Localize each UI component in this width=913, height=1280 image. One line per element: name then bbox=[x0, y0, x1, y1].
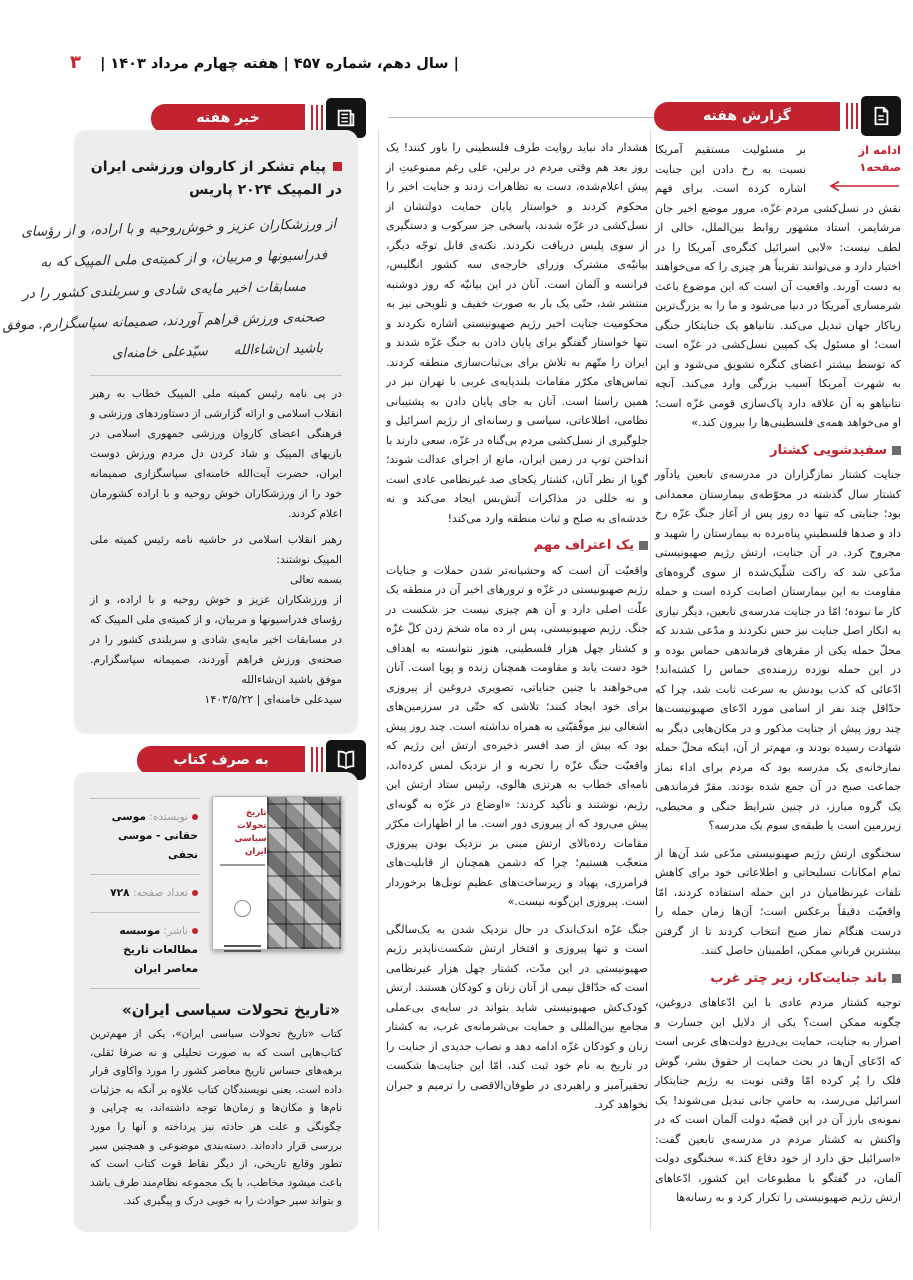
book-review-text: کتاب «تاریخ تحولات سیاسی ایران»، یکی از مهم‌ترین کتاب‌هایی است که به صورت تحلیلی و نه صرفا نَقلی، برهه‌های حساس تاریخ معاصر کشور را مورد واکاوی قرار داده است. یعنی نویسندگان کتاب علاوه بر آنکه به جزئیات نام‌ها و مکان‌ها و زمان‌ها توجه داشته‌اند، به چرایی و چگونگی و علت هر حادثه نیز پرداخته و آنها را مورد بررسی قرار داده‌اند. دسته‌بندی موضوعی و همچنین سیر تطور وقایع تاریخی، از دیگر نقاط قوت کتاب است که باعث میشود مخاطب، با یک مجموعه نظام‌مند طرف باشد و بتواند سیر حوادث را به خوبی درک و پیگیری کند. bbox=[90, 1028, 342, 1208]
square-bullet-icon bbox=[892, 974, 901, 983]
publisher-logo-icon bbox=[234, 900, 251, 917]
left-column bbox=[2, 0, 366, 1280]
report-column-right bbox=[655, 140, 901, 1218]
news-paragraph: در پی نامه رئیس کمیته ملی المپیک خطاب به رهبر انقلاب اسلامی و ارائه گزارشی از دستاوردهای ورزشی و فرهنگی اعضای کاروان ورزشی جمهوری اسلامی در بازیهای المپیک و شاد کردن دل مردم ورزش دوست ایران، حضرت آیت‌الله خامنه‌ای سپاسگزاری صمیمانه خود را از ورزشکاران خوش روحیه و با اراده کشورمان اعلام کردند. bbox=[90, 387, 342, 520]
column-divider bbox=[378, 130, 379, 1230]
news-title: پیام تشکر از کاروان ورزشی ایران در المپیک ۲۰۲۴ پاریس bbox=[90, 159, 342, 198]
report-paragraph: جنایت کشتار نمازگزاران در مدرسه‌ی تابعین یادآور کشتار سال گذشته در محوّطه‌ی بیمارستان معمدانی بود؛ جنایتی که تنها ده روز پس از آغاز جنگ غزّه رخ داد و صدها فلسطینیِ پناه‌برده به بیمارستان را شهید و مجروح کرد. در آن جنایت، ارتش رژیم صهیونیستی مدّعی شد که راکت شلّیک‌شده از سوی گروه‌های مقاومت به این بیمارستان اصابت کرده است و حمله کار ما نبوده؛ امّا در جنایت مدرسه‌ی تابعین، دیگر نیازی به انکار اصل جنایت نیز حس نکردند و مدّعی شدند که محلّ حمله یکی از مقرهای فرماندهی حماس بوده و در این حمله نوزده رزمنده‌ی حماس را کشته‌اند! ادّعائی که کذب بودنش به سرعت ثابت شد، چرا که حدّاقل چند نفر از اسامی مورد ادّعای صهیونیست‌ها چند روز پیش از جنایت مذکور و در مکان‌هایی دیگر به شهادت رسیده بودند و، مهم‌تر از آن، اینکه محلّ حمله نمازخانه‌ی یک مدرسه بود که مردم برای اداء نماز جماعت صبح در آن جمع شده بودند. مقرّ فرماندهی یک گروه مبارز، در چنین شرایط جنگی و محیطی، زیرزمین است یا طبقه‌ی سوم یک مدرسه؟ bbox=[655, 468, 901, 832]
cover-text bbox=[218, 807, 267, 952]
report-paragraph: توجیه کشتار مردم عادی با این ادّعاهای دروغین، چگونه ممکن است؟ یکی از دلایل این جسارت و اصرار به جنایت، حمایت بی‌دریغ دولت‌های غربی است که ادّعای آن‌ها در بحث حمایت از حقوق بشر، گوش فلک را پُر کرده امّا وقتی نوبت به رژیم جنایتکار اسرائیل می‌رسد، به حامیِ جانی تبدیل می‌شوند! یک نمونه‌ی بارز آن در این قضیّه دولت آلمان است که در واکنش به کشتار مردم در مدرسه‌ی تابعین گفت: «اسرائیل حق دارد از خود دفاع کند.» سخنگوی دولت آلمان، در گفتگو با مطبوعات این کشور، ادّعاهای ارتش رژیم صهیونیستی را تکرار کرد و به رسانه‌ها bbox=[655, 996, 901, 1204]
report-paragraph bbox=[655, 140, 901, 433]
book-section-box bbox=[74, 772, 358, 1232]
report-page-icon bbox=[861, 96, 901, 136]
book-info-row bbox=[74, 772, 358, 989]
subhead-important-confession: یک اعتراف مهم bbox=[386, 536, 648, 556]
handwriting-line: مسابقات اخیر مایه‌ی شادی و سربلندی کشور را در bbox=[22, 278, 307, 303]
tab-stripes bbox=[308, 105, 323, 131]
cover-title: تاریخ تحولات سیاسی ایران bbox=[234, 808, 267, 857]
report-paragraph: هشدار داد نباید روایت طرف فلسطینی را باور کنند! یک روز بعد هم وقتی مردم در برلین، علی رغم ممنوعیتِ از پیش اعلام‌شده، دست به تظاهرات زدند و جنایت اخیر را محکوم کردند و خواستار پایان حمایت دولتشان از نسل‌کشی در غزّه شدند، پاسخی جز سرکوب و دستگیری از سوی پلیس دریافت نکردند. نکته‌ی قابل توجّه دیگر، بیانیّه‌ی مشترک وزرای خارجه‌ی سه کشور انگلیس، فرانسه و آلمان است. آنان در این بیانیّه که روز دوشنبه منتشر شد، حتّی یک بار به صورت خفیف و تلویحی نیز به محکومیت جنایت اخیر رژیم صهیونیستی اشاره نکردند و تنها خواستار گفتگو برای پایان دادن به جنگ غزّه شدند و ایران را متّهم به تلاش برای بی‌ثبات‌سازی منطقه کردند. تماس‌های مکرّر مقامات بلندپایه‌ی غربی با تهران نیز در همین راستا است. آنان به جای پایان دادن به پشتیبانی نظامی، اطلاعاتی، سیاسی و رسانه‌ای از رژیم اسرائیل و جلوگیری از نسل‌کشی مردم بی‌گناه در غزّه، سعی دارند با انداختن توپ در زمین ایران، مانع از اجرای عدالت شوند؛ گویا از نظر آنان، کشتار یکجای صد غیرنظامی عادی است و نه خللی در مذاکرات آتش‌بس ایجاد می‌کند و نه خدشه‌ای به صلح و ثبات منطقه وارد می‌کند! bbox=[386, 141, 648, 525]
tab-label: خبر هفته bbox=[196, 110, 260, 126]
news-paragraph: از ورزشکاران عزیز و خوش روحیه و با اراده، و از رؤسای فدراسیونها و مربیان، و از کمیته‌ی ملی المپیک که در مسابقات اخیر مایه‌ی شادی و سربلندی کشور را در صحنه‌ی ورزش فراهم آوردند، صمیمانه سپاسگزارم. موفق باشید ان‌شاءالله bbox=[90, 593, 342, 686]
header-rule bbox=[388, 117, 684, 118]
handwriting-line: صحنه‌ی ورزش فراهم آوردند، صمیمانه سپاسگزارم. موفق bbox=[2, 309, 325, 334]
signature-line: سیدعلی خامنه‌ای | ۱۴۰۳/۵/۲۲ bbox=[204, 693, 342, 706]
red-dot-icon bbox=[192, 890, 198, 896]
tab-label: به صرف کتاب bbox=[173, 752, 269, 768]
meta-pages: تعداد صفحه: ۷۲۸ bbox=[90, 875, 200, 913]
report-paragraph: واقعیّت آن است که وحشیانه‌تر شدن حملات و جنایات رژیم صهیونیستی در غزّه و ترورهای اخیر آن در منطقه یک علّت اصلی دارد و آن هم چیزی نیست جز شکست در جنگ. رژیم صهیونیستی، پس از ده ماه شخم زدن کلّ غزّه و کشتار چهل هزار فلسطینی، هنوز نتوانسته به اهداف خود دست یابد و مقاومت همچنان زنده و پویا است. آنان می‌خواهند با چنین جنایاتی، تصویری دروغین از پیروزی برای خود ایجاد کنند؛ تلاشی که حتّی در سرزمین‌های اشغالی نیز موفّقیّتی به همراه نداشته است. چند روز پیش بود که بیش از صد افسر ذخیره‌ی ارتش این رژیم که واقعیّت جنگ غزّه را تجربه و از نزدیک لمس کرده‌اند، نامه‌ای خطاب به هرتزی هالوی، رئیس ستاد ارتش این رژیم، نوشتند و تأکید کردند: «اوضاع در غزّه به گونه‌ای پیش می‌رود که از پیروزی دور است. ما از اظهارات مکرّر مقامات رده‌بالای ارتش مبنی بر نزدیک بودن پیروزی متعجّب هستیم؛ چرا که دشمن همچنان از قابلیت‌های فرامرزی، پهپاد و زیرساخت‌های عظیمِ تونل‌ها برخوردار است. پیروزی این‌گونه نیست.» bbox=[386, 563, 648, 908]
book-title: «تاریخ تحولات سیاسی ایران» bbox=[122, 1001, 340, 1019]
cover-subtitle-bar bbox=[220, 864, 265, 866]
book-meta-list bbox=[90, 798, 200, 989]
tab-weekly-news bbox=[151, 104, 305, 133]
continued-label: ادامه از صفحه۱ bbox=[858, 143, 901, 174]
page-number: ۳ bbox=[70, 52, 81, 73]
report-paragraph: جنگ غزّه اندک‌اندک در حال نزدیک شدن به یک‌سالگی است و تنها پیروزی و افتخار ارتش شکست‌ناپذیر رژیم صهیونیستی در این مدّت، کشتار چهل هزار غیرنظامی است که حدّاقل نیمی از آنان زنان و کودکان هستند. ارتش کودک‌کش صهیونیستی شاید بتواند در سایه‌ی بی‌عملی مجامع بین‌المللی و حمایت بی‌شرمانه‌ی غرب، به کشتار زنان و کودکان غزّه ادامه دهد و نصاب جدیدی از جنایت را در تاریخ به نام خود ثبت کند، امّا این جنایت‌ها شکست تحقیرآمیز و راهبردی در طوفان‌الاقصی را ترمیم و جبران نخواهد کرد. bbox=[386, 922, 648, 1111]
tab-stripes bbox=[308, 747, 323, 773]
left-arrow-icon bbox=[827, 180, 901, 192]
issue-info: | سال دهم، شماره ۴۵۷ | هفته چهارم مرداد ۱۴۰۳ | bbox=[100, 56, 459, 72]
tab-book-section bbox=[137, 746, 305, 775]
news-paragraph: بسمه تعالی bbox=[290, 573, 342, 586]
cover-author-lines bbox=[218, 945, 267, 952]
meta-publisher: ناشر: موسسه مطالعات تاریخ معاصر ایران bbox=[90, 913, 200, 989]
continued-from-page-1 bbox=[813, 142, 901, 192]
weekly-news-box bbox=[2, 130, 358, 734]
meta-author: نویسنده: موسی حقانی - موسی نجفی bbox=[90, 798, 200, 875]
report-column-middle bbox=[386, 138, 648, 1232]
square-bullet-icon bbox=[892, 446, 901, 455]
red-dot-icon bbox=[192, 928, 198, 934]
subhead-whitewashing: سفیدشویی کشتار bbox=[655, 441, 901, 461]
news-paragraph: رهبر انقلاب اسلامی در حاشیه نامه رئیس کمیته ملی المپیک نوشتند: bbox=[90, 533, 342, 566]
subhead-criminal-gang: باند جنایت‌کار، زیر چتر غرب bbox=[655, 969, 901, 989]
handwriting-line: باشید ان‌شاءالله سیّدعلی خامنه‌ای bbox=[111, 340, 324, 362]
book-cover-image bbox=[212, 796, 342, 950]
red-dot-icon bbox=[192, 814, 198, 820]
news-body bbox=[90, 384, 342, 710]
weekly-report-header bbox=[654, 96, 901, 136]
tab-label: گزارش هفته bbox=[703, 108, 791, 124]
report-text: بر مسئولیت مستقیم آمریکا نسبت به رخ دادن این جنایت اشاره کرده است. برای فهم نقش در نسل‌کشی مردم غزّه، مرور موضع اخیر جان مرشایمر، استاد مشهور روابط بین‌الملل، خالی از لطف نیست: «لابی اسرائیل کنگره‌ی آمریکا را در اختیار دارد و می‌توانند تقریباً هر چیزی را که می‌خواهند به دست آورند. واقعیت آن است که این موضوع باعث شرمساری آمریکا در دنیا می‌شود و ما را به بزرگ‌ترین ریاکار جهان تبدیل می‌کند. نتانیاهو یک جنایتکار جنگی است؛ او مسئول یک کمپین نسل‌کشی در غزّه است که توسط بیشتر اعضای کنگره تشویق می‌شود و این به شهرت آمریکا آسیب بزرگی وارد می‌کند. آنچه نتانیاهو به آن علاقه دارد پاک‌سازی قومی غزّه است؛ او می‌خواهد همه‌ی فلسطینی‌ها را بیرون کند.» bbox=[655, 143, 901, 429]
report-paragraph: سخنگوی ارتش رژیم صهیونیستی مدّعی شد آن‌ها از تمام امکانات تسلیحاتی و اطلاعاتی خود برای کاهش تلفات غیرنظامیان در این حمله استفاده کردند، امّا واقعیّت دقیقاً برعکس است؛ آن‌ها زمان حمله را درست هنگام نماز صبح انتخاب کردند تا از گرفتن بیشترین قربانیِ ممکن، اطمینان حاصل کنند. bbox=[655, 846, 901, 957]
tab-weekly-report bbox=[654, 102, 840, 131]
handwritten-letter bbox=[2, 209, 342, 370]
handwriting-line: از ورزشکاران عزیز و خوش‌روحیه و با اراده، و از رؤسای bbox=[21, 215, 337, 241]
newspaper-page bbox=[2, 0, 913, 1280]
tab-stripes bbox=[843, 103, 858, 129]
divider bbox=[90, 375, 342, 376]
handwriting-line: فدراسیونها و مربیان، و از کمیته‌ی ملی المپیک که به bbox=[40, 247, 328, 271]
square-bullet-icon bbox=[639, 541, 648, 550]
cover-photo-collage bbox=[267, 797, 341, 949]
red-square-bullet-icon bbox=[333, 162, 342, 171]
column-divider bbox=[650, 130, 651, 1230]
